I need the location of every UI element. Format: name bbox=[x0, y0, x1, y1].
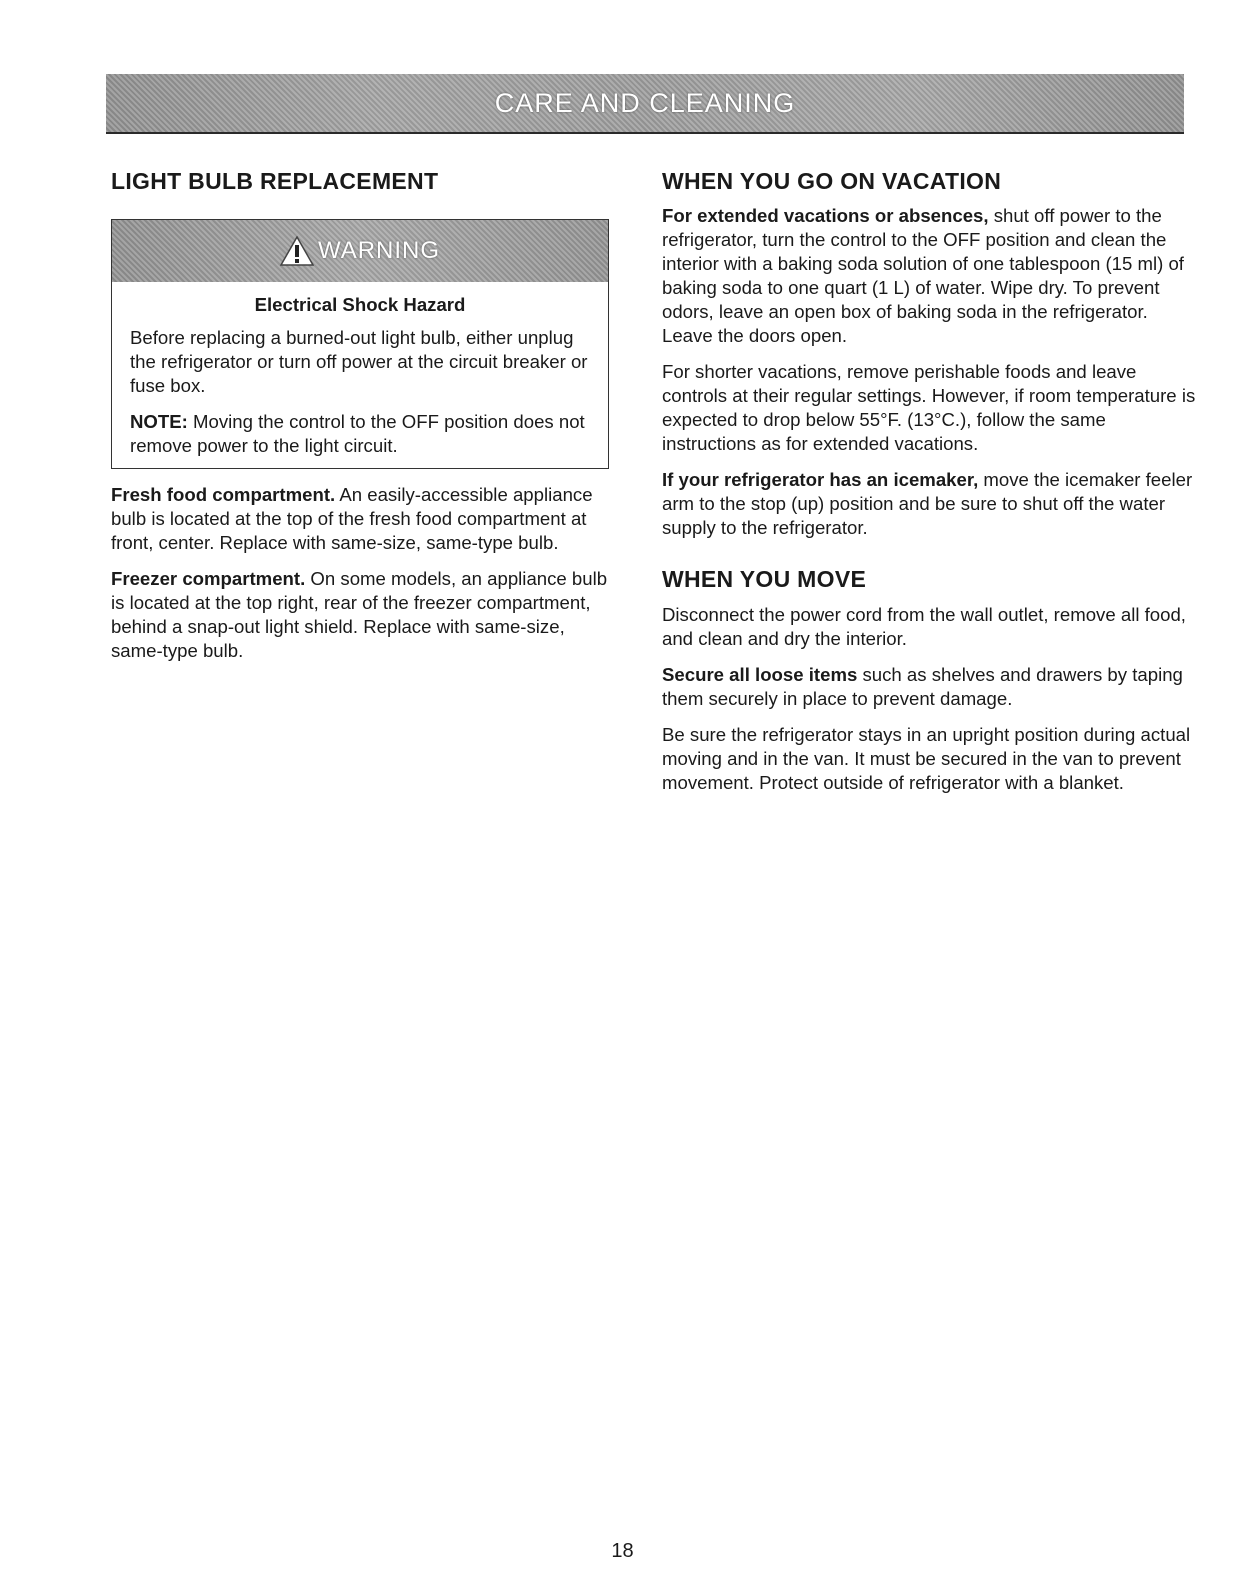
move-paragraph-1: Disconnect the power cord from the wall outlet, remove all food, and clean and dry the interior. bbox=[662, 604, 1186, 649]
vacation-paragraph-3 bbox=[662, 468, 1202, 540]
vacation-p3-label: If your refrigerator has an icemaker, bbox=[662, 469, 979, 490]
freezer-label: Freezer compartment. bbox=[111, 568, 306, 589]
warning-note bbox=[130, 410, 590, 458]
light-bulb-heading: LIGHT BULB REPLACEMENT bbox=[111, 168, 439, 194]
move-p2-label: Secure all loose items bbox=[662, 664, 858, 685]
vacation-heading: WHEN YOU GO ON VACATION bbox=[662, 168, 1002, 194]
vacation-paragraph-1 bbox=[662, 204, 1202, 348]
vacation-p1-label: For extended vacations or absences, bbox=[662, 205, 989, 226]
fresh-food-text: An easily-accessible appliance bulb is located at the top of the fresh food compartment at front, center. Replace with same-size, same-type bulb. bbox=[111, 484, 593, 553]
move-paragraph-3: Be sure the refrigerator stays in an upright position during actual moving and in the van. It must be secured in the van to prevent movement. Protect outside of refrigerator with a blanket. bbox=[662, 724, 1191, 793]
page-number: 18 bbox=[611, 1540, 634, 1562]
warning-body bbox=[112, 282, 608, 468]
left-column bbox=[111, 168, 621, 675]
warning-title: WARNING bbox=[317, 237, 441, 264]
fresh-food-label: Fresh food compartment. bbox=[111, 484, 336, 505]
move-p2-text: such as shelves and drawers by taping them securely in place to prevent damage. bbox=[662, 664, 1183, 709]
warning-triangle-icon bbox=[280, 236, 314, 266]
fresh-food-paragraph bbox=[111, 483, 621, 555]
move-paragraph-2 bbox=[662, 663, 1202, 711]
freezer-text: On some models, an appliance bulb is located at the top right, rear of the freezer compartment, behind a snap-out light shield. Replace with same-size, same-type bulb. bbox=[111, 568, 608, 661]
vacation-p1-text: shut off power to the refrigerator, turn the control to the OFF position and clean the interior with a baking soda solution of one tablespoon (15 ml) of baking soda to one quart (1 L) of water. Wipe dry. To prevent odors, leave an open box of baking soda in the refrigerator. Leave the doors open. bbox=[662, 205, 1184, 346]
note-label: NOTE: bbox=[130, 411, 188, 432]
move-heading: WHEN YOU MOVE bbox=[662, 566, 867, 592]
vacation-p3-text: move the icemaker feeler arm to the stop (up) position and be sure to shut off the water supply to the refrigerator. bbox=[662, 469, 1193, 538]
hazard-title: Electrical Shock Hazard bbox=[254, 294, 466, 315]
warning-header bbox=[112, 220, 608, 282]
warning-text: Before replacing a burned-out light bulb, either unplug the refrigerator or turn off power at the circuit breaker or fuse box. bbox=[130, 327, 588, 396]
warning-box bbox=[111, 219, 609, 469]
note-text: Moving the control to the OFF position does not remove power to the light circuit. bbox=[130, 411, 585, 456]
section-banner bbox=[106, 74, 1184, 134]
right-column bbox=[662, 168, 1202, 807]
vacation-paragraph-2: For shorter vacations, remove perishable foods and leave controls at their regular settings. However, if room temperature is expected to drop below 55°F. (13°C.), follow the same instructions as for extended vacations. bbox=[662, 361, 1196, 454]
freezer-paragraph bbox=[111, 567, 621, 663]
section-title: CARE AND CLEANING bbox=[494, 87, 796, 118]
